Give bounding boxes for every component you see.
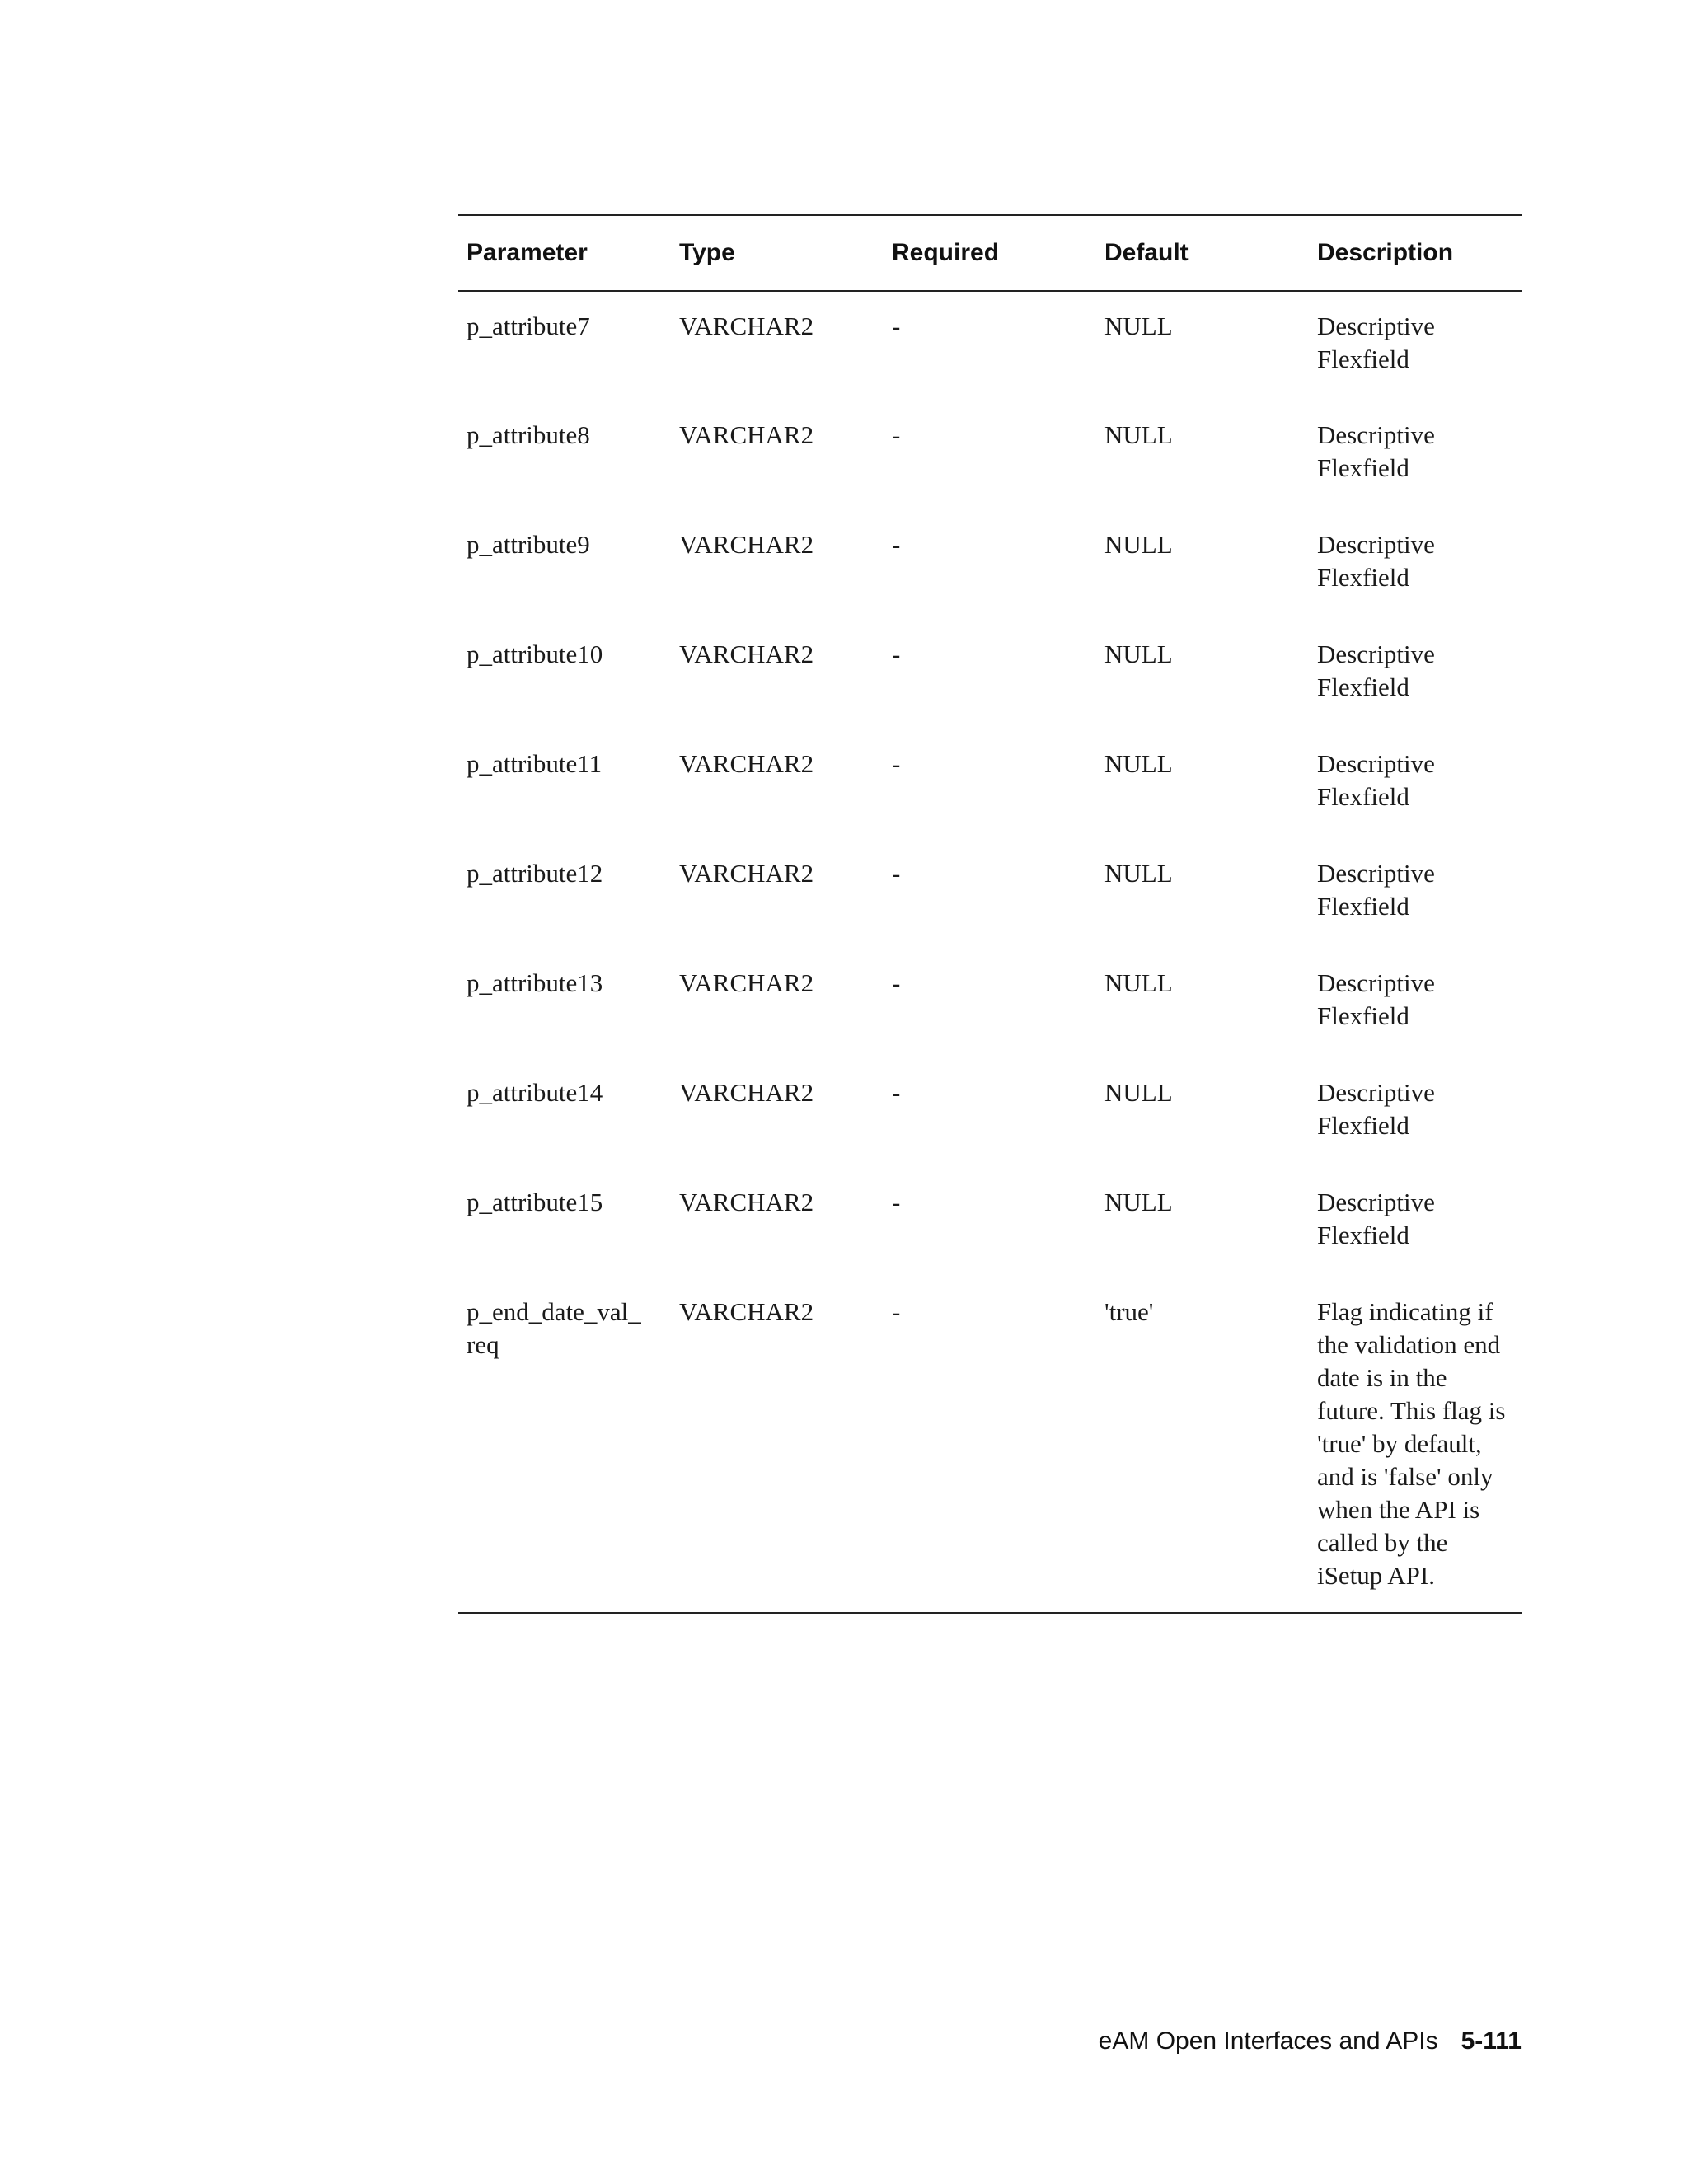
cell-required: - bbox=[892, 530, 901, 559]
table-row bbox=[458, 510, 1522, 620]
cell-default: NULL bbox=[1104, 640, 1173, 668]
cell-type: VARCHAR2 bbox=[679, 312, 814, 340]
table-row bbox=[458, 1168, 1522, 1277]
table-row bbox=[458, 729, 1522, 839]
cell-description: Descriptive Flexfield bbox=[1317, 968, 1435, 1030]
cell-default: NULL bbox=[1104, 859, 1173, 888]
cell-default: NULL bbox=[1104, 968, 1173, 997]
header-type: Type bbox=[671, 215, 884, 291]
cell-default: NULL bbox=[1104, 1078, 1173, 1107]
cell-type: VARCHAR2 bbox=[679, 640, 814, 668]
cell-description: Descriptive Flexfield bbox=[1317, 859, 1435, 921]
cell-description: Descriptive Flexfield bbox=[1317, 312, 1435, 373]
cell-parameter: p_attribute11 bbox=[467, 749, 603, 778]
cell-required: - bbox=[892, 1078, 901, 1107]
table-row bbox=[458, 401, 1522, 510]
header-parameter: Parameter bbox=[458, 215, 671, 291]
table-row bbox=[458, 949, 1522, 1058]
cell-description: Descriptive Flexfield bbox=[1317, 1188, 1435, 1249]
table-row bbox=[458, 1277, 1522, 1613]
header-default: Default bbox=[1096, 215, 1309, 291]
cell-parameter: p_attribute7 bbox=[467, 312, 590, 340]
cell-required: - bbox=[892, 1297, 901, 1326]
cell-description: Descriptive Flexfield bbox=[1317, 640, 1435, 701]
parameter-table bbox=[458, 214, 1522, 1614]
cell-default: NULL bbox=[1104, 749, 1173, 778]
cell-default: NULL bbox=[1104, 312, 1173, 340]
table-row bbox=[458, 291, 1522, 401]
table-row bbox=[458, 620, 1522, 729]
cell-required: - bbox=[892, 420, 901, 449]
footer-title: eAM Open Interfaces and APIs bbox=[1098, 2027, 1438, 2055]
cell-required: - bbox=[892, 968, 901, 997]
cell-required: - bbox=[892, 312, 901, 340]
page-footer bbox=[1099, 2027, 1522, 2055]
cell-required: - bbox=[892, 640, 901, 668]
cell-required: - bbox=[892, 859, 901, 888]
cell-default: NULL bbox=[1104, 1188, 1173, 1216]
header-required: Required bbox=[884, 215, 1096, 291]
page-number: 5-111 bbox=[1461, 2027, 1522, 2055]
cell-type: VARCHAR2 bbox=[679, 530, 814, 559]
cell-parameter: p_end_date_val_ req bbox=[467, 1297, 641, 1359]
table-header-row bbox=[458, 215, 1522, 291]
cell-required: - bbox=[892, 749, 901, 778]
cell-parameter: p_attribute8 bbox=[467, 420, 590, 449]
cell-type: VARCHAR2 bbox=[679, 420, 814, 449]
cell-description: Descriptive Flexfield bbox=[1317, 420, 1435, 482]
cell-type: VARCHAR2 bbox=[679, 1078, 814, 1107]
cell-parameter: p_attribute9 bbox=[467, 530, 590, 559]
cell-required: - bbox=[892, 1188, 901, 1216]
cell-parameter: p_attribute14 bbox=[467, 1078, 603, 1107]
cell-type: VARCHAR2 bbox=[679, 968, 814, 997]
table-row bbox=[458, 1058, 1522, 1168]
cell-type: VARCHAR2 bbox=[679, 859, 814, 888]
cell-parameter: p_attribute15 bbox=[467, 1188, 603, 1216]
cell-default: NULL bbox=[1104, 420, 1173, 449]
cell-type: VARCHAR2 bbox=[679, 1297, 814, 1326]
cell-parameter: p_attribute13 bbox=[467, 968, 603, 997]
cell-description: Descriptive Flexfield bbox=[1317, 530, 1435, 592]
cell-description: Descriptive Flexfield bbox=[1317, 749, 1435, 811]
table-row bbox=[458, 839, 1522, 949]
header-description: Description bbox=[1309, 215, 1522, 291]
cell-parameter: p_attribute12 bbox=[467, 859, 603, 888]
cell-type: VARCHAR2 bbox=[679, 749, 814, 778]
cell-parameter: p_attribute10 bbox=[467, 640, 603, 668]
cell-type: VARCHAR2 bbox=[679, 1188, 814, 1216]
cell-default: 'true' bbox=[1104, 1297, 1154, 1326]
cell-description: Descriptive Flexfield bbox=[1317, 1078, 1435, 1140]
cell-default: NULL bbox=[1104, 530, 1173, 559]
cell-description: Flag indicating if the validation end date is in the future. This flag is 'true' by default, and is 'false' only when the API is called by the iSetup API. bbox=[1317, 1297, 1506, 1590]
